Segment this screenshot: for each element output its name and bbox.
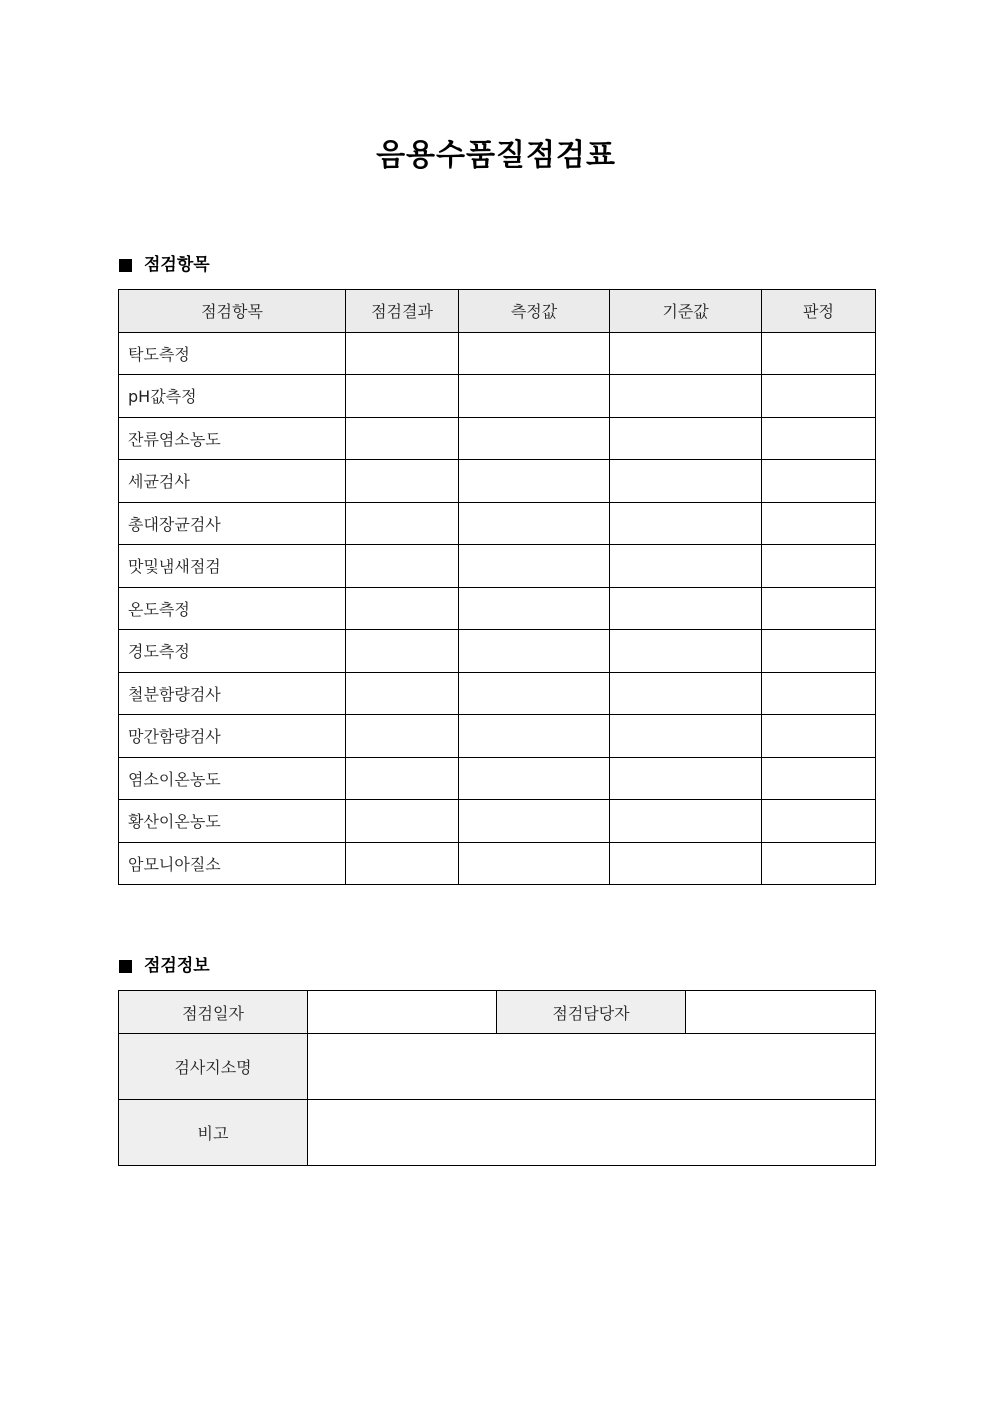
judgment-cell[interactable] — [762, 630, 876, 673]
table-header-row — [119, 290, 876, 333]
section-heading-label: 점검항목 — [144, 255, 210, 275]
result-cell[interactable] — [346, 545, 459, 588]
square-bullet-icon — [119, 960, 132, 973]
table-row — [119, 460, 876, 503]
standard-value-cell[interactable] — [610, 375, 762, 418]
standard-value-cell[interactable] — [610, 545, 762, 588]
result-cell[interactable] — [346, 417, 459, 460]
standard-value-cell[interactable] — [610, 842, 762, 885]
standard-value-cell[interactable] — [610, 417, 762, 460]
judgment-cell[interactable] — [762, 587, 876, 630]
document-title: 음용수품질점검표 — [376, 138, 616, 173]
date-label: 점검일자 — [119, 991, 308, 1034]
remarks-label: 비고 — [119, 1100, 308, 1166]
measured-value-cell[interactable] — [459, 715, 610, 758]
item-name-cell: 잔류염소농도 — [119, 417, 346, 460]
judgment-cell[interactable] — [762, 502, 876, 545]
judgment-cell[interactable] — [762, 332, 876, 375]
section-heading-info — [119, 954, 210, 978]
result-cell[interactable] — [346, 375, 459, 418]
column-header-result: 점검결과 — [346, 290, 459, 333]
standard-value-cell[interactable] — [610, 460, 762, 503]
item-name-cell: 암모니아질소 — [119, 842, 346, 885]
site-name-field[interactable] — [308, 1034, 876, 1100]
table-row — [119, 587, 876, 630]
measured-value-cell[interactable] — [459, 672, 610, 715]
result-cell[interactable] — [346, 672, 459, 715]
item-name-cell: 철분함량검사 — [119, 672, 346, 715]
result-cell[interactable] — [346, 757, 459, 800]
table-row — [119, 1100, 876, 1166]
table-row — [119, 842, 876, 885]
judgment-cell[interactable] — [762, 545, 876, 588]
measured-value-cell[interactable] — [459, 375, 610, 418]
measured-value-cell[interactable] — [459, 545, 610, 588]
result-cell[interactable] — [346, 332, 459, 375]
measured-value-cell[interactable] — [459, 587, 610, 630]
column-header-judgment: 판정 — [762, 290, 876, 333]
result-cell[interactable] — [346, 800, 459, 843]
remarks-field[interactable] — [308, 1100, 876, 1166]
judgment-cell[interactable] — [762, 672, 876, 715]
standard-value-cell[interactable] — [610, 800, 762, 843]
table-row — [119, 672, 876, 715]
item-name-cell: 염소이온농도 — [119, 757, 346, 800]
section-heading-label: 점검정보 — [144, 956, 210, 976]
column-header-measured: 측정값 — [459, 290, 610, 333]
table-row — [119, 715, 876, 758]
measured-value-cell[interactable] — [459, 460, 610, 503]
standard-value-cell[interactable] — [610, 502, 762, 545]
table-row — [119, 800, 876, 843]
table-row — [119, 1034, 876, 1100]
measured-value-cell[interactable] — [459, 757, 610, 800]
item-name-cell: 총대장균검사 — [119, 502, 346, 545]
inspector-label: 점검담당자 — [497, 991, 686, 1034]
judgment-cell[interactable] — [762, 375, 876, 418]
column-header-item: 점검항목 — [119, 290, 346, 333]
table-row — [119, 991, 876, 1034]
inspection-items-table — [118, 289, 876, 885]
measured-value-cell[interactable] — [459, 630, 610, 673]
item-name-cell: 맛및냄새점검 — [119, 545, 346, 588]
square-bullet-icon — [119, 259, 132, 272]
section-heading-items — [119, 253, 210, 277]
result-cell[interactable] — [346, 460, 459, 503]
standard-value-cell[interactable] — [610, 630, 762, 673]
result-cell[interactable] — [346, 842, 459, 885]
item-name-cell: pH값측정 — [119, 375, 346, 418]
measured-value-cell[interactable] — [459, 842, 610, 885]
inspection-info-table — [118, 990, 876, 1166]
judgment-cell[interactable] — [762, 715, 876, 758]
table-row — [119, 757, 876, 800]
result-cell[interactable] — [346, 502, 459, 545]
date-field[interactable] — [308, 991, 497, 1034]
judgment-cell[interactable] — [762, 460, 876, 503]
item-name-cell: 황산이온농도 — [119, 800, 346, 843]
standard-value-cell[interactable] — [610, 715, 762, 758]
table-row — [119, 545, 876, 588]
standard-value-cell[interactable] — [610, 587, 762, 630]
item-name-cell: 온도측정 — [119, 587, 346, 630]
judgment-cell[interactable] — [762, 842, 876, 885]
standard-value-cell[interactable] — [610, 757, 762, 800]
item-name-cell: 망간함량검사 — [119, 715, 346, 758]
result-cell[interactable] — [346, 715, 459, 758]
measured-value-cell[interactable] — [459, 800, 610, 843]
item-name-cell: 탁도측정 — [119, 332, 346, 375]
measured-value-cell[interactable] — [459, 332, 610, 375]
judgment-cell[interactable] — [762, 417, 876, 460]
table-row — [119, 417, 876, 460]
site-name-label: 검사지소명 — [119, 1034, 308, 1100]
item-name-cell: 세균검사 — [119, 460, 346, 503]
table-row — [119, 375, 876, 418]
table-row — [119, 630, 876, 673]
table-row — [119, 332, 876, 375]
column-header-standard: 기준값 — [610, 290, 762, 333]
inspector-field[interactable] — [686, 991, 876, 1034]
table-row — [119, 502, 876, 545]
measured-value-cell[interactable] — [459, 417, 610, 460]
judgment-cell[interactable] — [762, 757, 876, 800]
result-cell[interactable] — [346, 630, 459, 673]
result-cell[interactable] — [346, 587, 459, 630]
item-name-cell: 경도측정 — [119, 630, 346, 673]
measured-value-cell[interactable] — [459, 502, 610, 545]
judgment-cell[interactable] — [762, 800, 876, 843]
standard-value-cell[interactable] — [610, 672, 762, 715]
standard-value-cell[interactable] — [610, 332, 762, 375]
